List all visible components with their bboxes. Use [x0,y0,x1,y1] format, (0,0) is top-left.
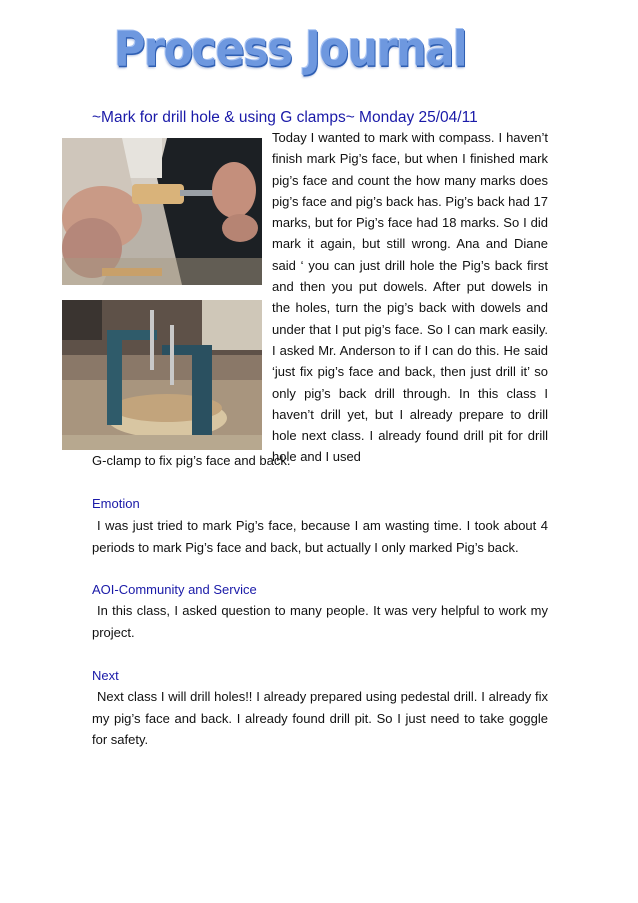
section-text-emotion: I was just tried to mark Pig’s face, because I am wasting time. I took about 4 periods to mark Pig’s face and back, but actually I only marked Pig’s back. [92,518,548,555]
photo-marking-dowel [62,138,262,285]
section-heading-aoi: AOI-Community and Service [92,582,257,597]
section-text-aoi: In this class, I asked question to many people. It was very helpful to work my project. [92,603,548,640]
photo-g-clamps [62,300,262,450]
entry-body-text-end: G-clamp to fix pig’s face and back. [92,453,291,468]
section-heading-emotion: Emotion [92,496,140,511]
entry-heading: ~Mark for drill hole & using G clamps~ Monday 25/04/11 [92,109,478,126]
page-title: Process Journal [113,22,467,78]
entry-body-text: Today I wanted to mark with compass. I haven’t finish mark Pig’s face, but when I finished mark pig’s face and count the how many marks does pig’s face and pig’s back has. Pig’s back had 17 marks, but for Pig’s face had 18 marks. So I did mark it again, but still wrong. Ana and Diane said ‘ you can just drill hole the Pig’s back first and then you put dowels. After put dowels in the holes, turn the pig’s back with dowels and under that I put pig’s face. So I can mark easily. I asked Mr. Anderson to if I can do this. He said ‘just fix pig’s face and back, then just drill it’ so only pig’s back drill through. In this class I haven’t drill yet, but I already prepare to drill hole next class. I already found drill pit for drill hole and I used [272,130,548,465]
section-heading-next: Next [92,668,119,683]
section-text-next: Next class I will drill holes!! I already prepared using pedestal drill. I already fix my pig’s face and back. I already found drill pit. So I just need to take goggle for safety. [92,689,548,747]
